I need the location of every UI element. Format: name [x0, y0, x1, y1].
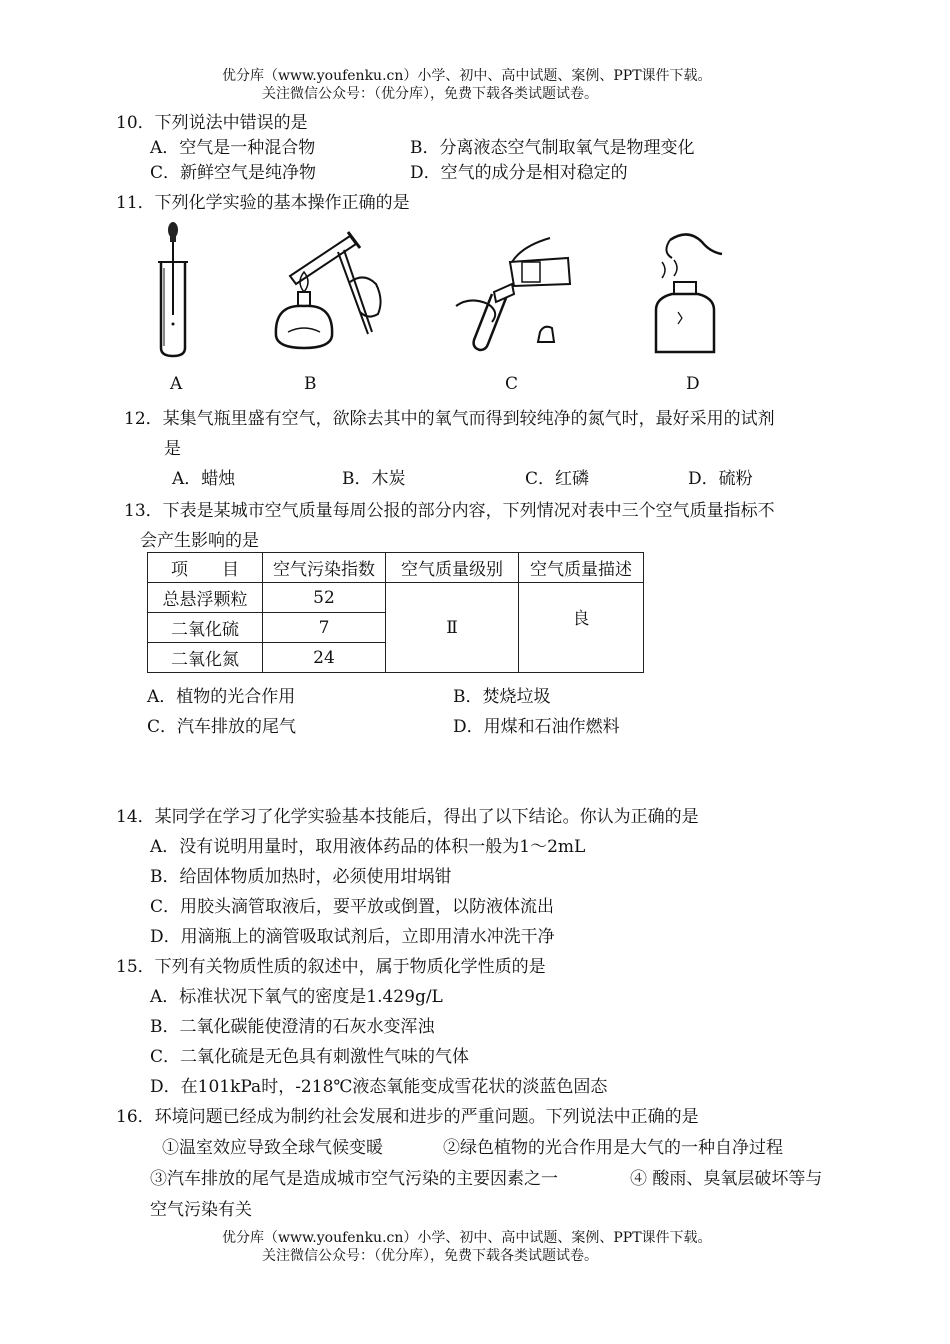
q15-stem: 15．下列有关物质性质的叙述中，属于物质化学性质的是 — [116, 957, 546, 977]
header-line-1: 优分库（www.youfenku.cn）小学、初中、高中试题、案例、PPT课件下载。 — [222, 68, 712, 84]
q12-option-b: B．木炭 — [342, 469, 406, 489]
header-item: 项 目 — [148, 553, 263, 583]
q12-option-a: A．蜡烛 — [172, 469, 236, 489]
air-quality-level: Ⅱ — [386, 583, 519, 673]
q15-option-c: C．二氧化硫是无色具有刺激性气味的气体 — [150, 1047, 470, 1067]
q10-option-d: D．空气的成分是相对稳定的 — [410, 163, 628, 183]
q12-option-d: D．硫粉 — [688, 469, 753, 489]
q13-option-b: B．焚烧垃圾 — [453, 687, 551, 707]
q11-label-d: D — [686, 374, 700, 394]
footer-line-2: 关注微信公众号：（优分库），免费下载各类试题试卷。 — [262, 1248, 598, 1264]
q11-label-c: C — [505, 374, 519, 394]
q10-stem: 10．下列说法中错误的是 — [116, 113, 308, 133]
q15-option-d: D．在101kPa时，-218℃液态氧能变成雪花状的淡蓝色固态 — [150, 1077, 608, 1097]
q16-statement-4-cont: 空气污染有关 — [150, 1200, 252, 1220]
table-header-row — [148, 553, 644, 583]
q14-option-b: B．给固体物质加热时，必须使用坩埚钳 — [150, 867, 452, 887]
q13-stem-line2: 会产生影响的是 — [140, 531, 259, 551]
q15-option-b: B．二氧化碳能使澄清的石灰水变浑浊 — [150, 1017, 435, 1037]
q15-option-a: A．标准状况下氧气的密度是1.429g/L — [150, 987, 443, 1007]
table-row — [148, 583, 644, 613]
q11-label-b: B — [304, 374, 317, 394]
pouring-liquid-figure — [452, 232, 578, 354]
q11-stem: 11．下列化学实验的基本操作正确的是 — [116, 193, 410, 213]
row-index: 7 — [263, 613, 386, 643]
smelling-gas-figure — [648, 228, 728, 358]
air-quality-table — [147, 552, 644, 673]
q10-option-a: A．空气是一种混合物 — [150, 138, 316, 158]
q12-stem-line2: 是 — [164, 439, 181, 459]
row-item: 总悬浮颗粒 — [148, 583, 263, 613]
row-index: 52 — [263, 583, 386, 613]
header-index: 空气污染指数 — [263, 553, 386, 583]
q10-option-b: B．分离液态空气制取氧气是物理变化 — [410, 138, 695, 158]
q11-label-a: A — [170, 374, 183, 394]
q13-stem-line1: 13．下表是某城市空气质量每周公报的部分内容，下列情况对表中三个空气质量指标不 — [124, 501, 775, 521]
q16-statement-3: ③汽车排放的尾气是造成城市空气污染的主要因素之一 — [150, 1169, 558, 1189]
q13-option-a: A．植物的光合作用 — [147, 687, 296, 707]
q14-option-d: D．用滴瓶上的滴管吸取试剂后，立即用清水冲洗干净 — [150, 927, 555, 947]
q14-option-c: C．用胶头滴管取液后，要平放或倒置，以防液体流出 — [150, 897, 555, 917]
q14-option-a: A．没有说明用量时，取用液体药品的体积一般为1～2mL — [150, 837, 586, 857]
air-quality-desc: 良 — [519, 583, 644, 673]
q13-option-d: D．用煤和石油作燃料 — [453, 717, 620, 737]
header-level: 空气质量级别 — [386, 553, 519, 583]
row-index: 24 — [263, 643, 386, 673]
header-desc: 空气质量描述 — [519, 553, 644, 583]
footer-line-1: 优分库（www.youfenku.cn）小学、初中、高中试题、案例、PPT课件下载。 — [222, 1230, 712, 1246]
q16-statement-1: ①温室效应导致全球气候变暖 — [162, 1138, 383, 1158]
q16-statement-2: ②绿色植物的光合作用是大气的一种自净过程 — [443, 1138, 783, 1158]
row-item: 二氧化硫 — [148, 613, 263, 643]
heating-tube-figure — [268, 224, 393, 359]
q16-stem: 16．环境问题已经成为制约社会发展和进步的严重问题。下列说法中正确的是 — [116, 1107, 699, 1127]
header-line-2: 关注微信公众号：（优分库），免费下载各类试题试卷。 — [262, 86, 598, 102]
q13-option-c: C．汽车排放的尾气 — [147, 717, 297, 737]
q12-stem-line1: 12．某集气瓶里盛有空气，欲除去其中的氧气而得到较纯净的氮气时，最好采用的试剂 — [124, 409, 775, 429]
row-item: 二氧化氮 — [148, 643, 263, 673]
q12-option-c: C．红磷 — [525, 469, 590, 489]
q10-option-c: C．新鲜空气是纯净物 — [150, 163, 317, 183]
q16-statement-4: ④ 酸雨、臭氧层破坏等与 — [630, 1169, 823, 1189]
dropper-in-tube-figure — [150, 220, 196, 360]
q14-stem: 14．某同学在学习了化学实验基本技能后，得出了以下结论。你认为正确的是 — [116, 807, 699, 827]
